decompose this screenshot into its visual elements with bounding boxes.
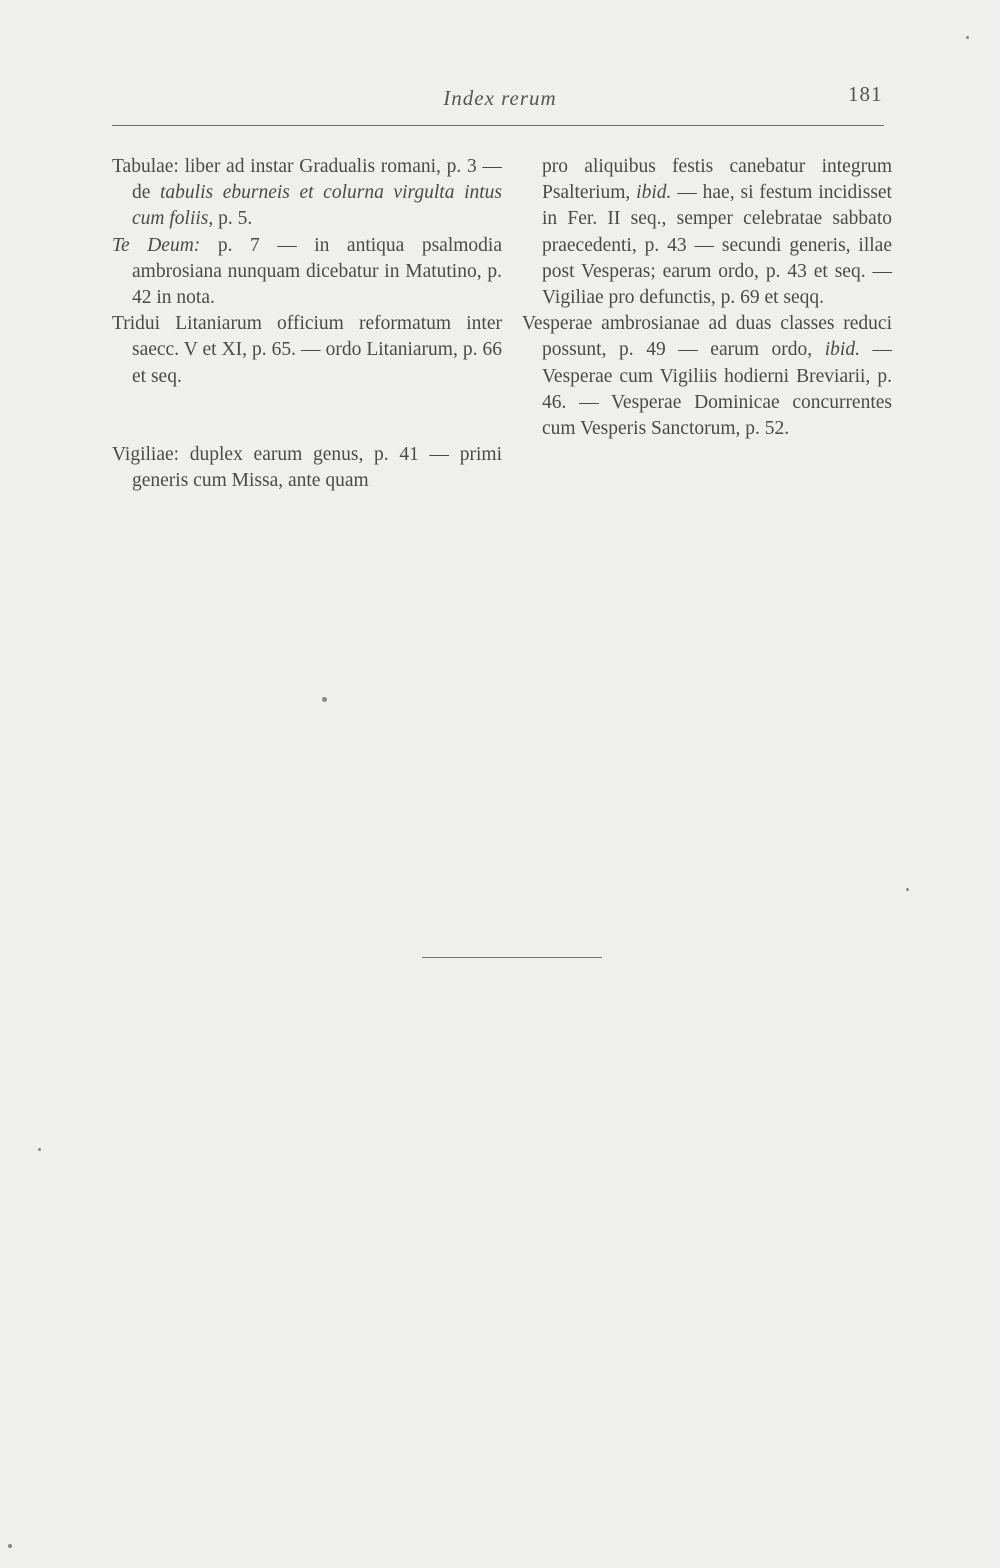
page-number: 181: [848, 82, 883, 106]
entry-text: officium reformatum inter saecc. V et XI, p. 65. — ordo Litaniarum, p. 66 et seq.: [132, 313, 502, 387]
entry-italic-text: ibid.: [824, 339, 860, 361]
entry-text: duplex earum genus, p. 41 — primi generis cum Missa, ante quam: [132, 443, 502, 492]
header-rule: [112, 125, 884, 126]
index-entry-vigiliae: [112, 442, 502, 494]
index-entry-vesperae: [522, 311, 892, 442]
entry-text: p. 7 — in antiqua psalmodia ambrosiana nunquam dicebatur in Matutino, p. 42 in nota.: [132, 234, 502, 309]
paper-speck: [906, 888, 909, 891]
index-entry-tabulae: [112, 154, 502, 233]
index-entry-vigiliae-continued: [522, 154, 892, 311]
entry-head: Tabulae:: [112, 156, 179, 177]
paper-speck: [966, 36, 969, 39]
index-entry-tridui-litaniarum: [112, 311, 502, 390]
entry-head: Tridui Litaniarum: [112, 313, 262, 335]
entry-text: — Vesperae cum Vigiliis hodierni Breviarii, p. 46. — Vesperae Dominicae concurrentes cum Vesperis Sanctorum, p. 52.: [542, 339, 893, 440]
entry-text: liber ad instar Gradualis romani, p. 3 — de: [132, 156, 502, 204]
entry-text: pro aliquibus festis canebatur integrum Psalterium,: [542, 156, 892, 204]
entry-text: p. 5.: [213, 208, 253, 230]
paper-speck: [8, 1544, 12, 1548]
entry-text: — hae, si festum incidisset in Fer. II seq., semper celebratae sabbato praecedenti, p. 43 — secundi generis, illae post Vesperas; earum ordo, p. 43 et seq. — Vigiliae pro defunctis, p. 69 et seqq.: [542, 182, 892, 309]
paper-speck: [38, 1148, 41, 1151]
entry-head: Te Deum:: [112, 234, 201, 256]
index-entry-te-deum: [112, 233, 502, 312]
left-column: [112, 154, 502, 494]
entry-italic-text: tabulis eburneis et colurna virgulta intus cum foliis,: [132, 182, 502, 230]
entry-text: Vesperae ambrosianae ad duas classes reduci possunt, p. 49 — earum ordo,: [522, 313, 892, 361]
running-title: Index rerum: [443, 86, 557, 110]
entry-head: Vigiliae:: [112, 443, 180, 465]
section-gap: [112, 390, 502, 442]
paper-speck: [322, 697, 327, 702]
right-column: [522, 154, 892, 442]
closing-rule: [422, 957, 602, 958]
entry-italic-text: ibid.: [636, 182, 672, 204]
